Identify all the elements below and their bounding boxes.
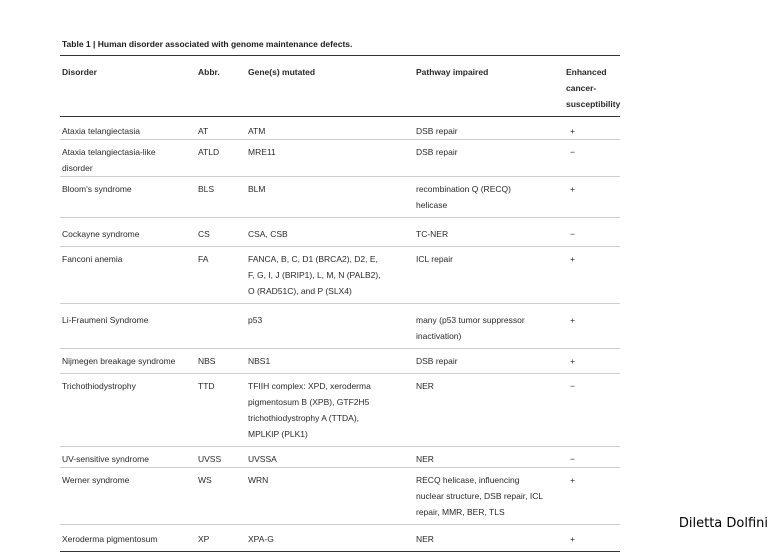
cell-disorder bbox=[60, 218, 196, 247]
cell-cancer bbox=[564, 374, 620, 447]
cell-disorder bbox=[60, 117, 196, 140]
cell-pathway-line: RECQ helicase, influencing bbox=[416, 475, 520, 485]
cell-cancer-value: + bbox=[570, 534, 575, 544]
cell-pathway-line: inactivation) bbox=[416, 331, 462, 341]
cell-cancer bbox=[564, 447, 620, 468]
cell-pathway-line: TC-NER bbox=[416, 229, 449, 239]
cell-disorder-line: disorder bbox=[62, 163, 93, 173]
cell-pathway-line: NER bbox=[416, 454, 434, 464]
cell-genes bbox=[246, 117, 414, 140]
cell-abbr-value: BLS bbox=[198, 184, 215, 194]
table-row bbox=[60, 447, 620, 468]
cell-genes bbox=[246, 177, 414, 218]
cell-disorder-line: Werner syndrome bbox=[62, 475, 130, 485]
cell-genes-line: O (RAD51C), and P (SLX4) bbox=[248, 286, 352, 296]
header-pathway: Pathway impaired bbox=[416, 67, 489, 77]
cell-disorder bbox=[60, 247, 196, 304]
cell-pathway-line: many (p53 tumor suppressor bbox=[416, 315, 525, 325]
cell-genes-line: WRN bbox=[248, 475, 269, 485]
cell-genes-line: BLM bbox=[248, 184, 266, 194]
cell-abbr-value: TTD bbox=[198, 381, 215, 391]
genome-maintenance-table bbox=[60, 55, 620, 552]
cell-abbr bbox=[196, 374, 246, 447]
cell-abbr bbox=[196, 140, 246, 177]
header-disorder: Disorder bbox=[62, 67, 97, 77]
cell-cancer bbox=[564, 247, 620, 304]
cell-genes-line: MPLKIP (PLK1) bbox=[248, 429, 308, 439]
cell-genes-line: FANCA, B, C, D1 (BRCA2), D2, E, bbox=[248, 254, 378, 264]
cell-disorder bbox=[60, 447, 196, 468]
cell-genes bbox=[246, 468, 414, 525]
cell-disorder bbox=[60, 304, 196, 349]
cell-abbr bbox=[196, 218, 246, 247]
header-cancer bbox=[564, 56, 620, 117]
table-row bbox=[60, 140, 620, 177]
cell-disorder-line: Ataxia telangiectasia-like bbox=[62, 147, 156, 157]
cell-genes bbox=[246, 525, 414, 552]
header-cancer-line-1: Enhanced cancer- bbox=[566, 67, 607, 93]
cell-cancer bbox=[564, 525, 620, 552]
cell-pathway-line: NER bbox=[416, 381, 434, 391]
cell-disorder-line: Fanconi anemia bbox=[62, 254, 123, 264]
cell-pathway-line: DSB repair bbox=[416, 356, 458, 366]
cell-abbr-value: XP bbox=[198, 534, 210, 544]
cell-abbr bbox=[196, 117, 246, 140]
cell-cancer-value: + bbox=[570, 475, 575, 485]
cell-cancer-value: + bbox=[570, 315, 575, 325]
cell-abbr-value: NBS bbox=[198, 356, 216, 366]
table-caption: Table 1 | Human disorder associated with genome maintenance defects. bbox=[62, 39, 353, 49]
cell-genes-line: MRE11 bbox=[248, 147, 276, 157]
cell-cancer-value: + bbox=[570, 356, 575, 366]
cell-genes-line: UVSSA bbox=[248, 454, 277, 464]
cell-genes bbox=[246, 247, 414, 304]
cell-genes-line: F, G, I, J (BRIP1), L, M, N (PALB2), bbox=[248, 270, 381, 280]
cell-pathway-line: helicase bbox=[416, 200, 448, 210]
cell-abbr bbox=[196, 349, 246, 374]
cell-genes-line: p53 bbox=[248, 315, 263, 325]
cell-genes bbox=[246, 304, 414, 349]
cell-cancer bbox=[564, 117, 620, 140]
cell-disorder bbox=[60, 349, 196, 374]
cell-disorder bbox=[60, 140, 196, 177]
cell-pathway bbox=[414, 177, 564, 218]
cell-genes bbox=[246, 140, 414, 177]
cell-disorder-line: Trichothiodystrophy bbox=[62, 381, 136, 391]
cell-abbr-value: CS bbox=[198, 229, 210, 239]
cell-cancer-value: + bbox=[570, 126, 575, 136]
cell-cancer-value: + bbox=[570, 184, 575, 194]
cell-pathway bbox=[414, 525, 564, 552]
table-row bbox=[60, 468, 620, 525]
cell-genes bbox=[246, 374, 414, 447]
table-row bbox=[60, 349, 620, 374]
cell-pathway bbox=[414, 218, 564, 247]
cell-cancer bbox=[564, 349, 620, 374]
cell-abbr-value: UVSS bbox=[198, 454, 222, 464]
cell-abbr-value: AT bbox=[198, 126, 209, 136]
cell-disorder-line: Ataxia telangiectasia bbox=[62, 126, 140, 136]
cell-abbr-value: FA bbox=[198, 254, 209, 264]
cell-cancer bbox=[564, 140, 620, 177]
cell-disorder bbox=[60, 177, 196, 218]
cell-disorder bbox=[60, 468, 196, 525]
cell-pathway bbox=[414, 247, 564, 304]
cell-cancer bbox=[564, 177, 620, 218]
table-row bbox=[60, 247, 620, 304]
cell-abbr bbox=[196, 447, 246, 468]
cell-cancer bbox=[564, 468, 620, 525]
table-row bbox=[60, 374, 620, 447]
cell-abbr bbox=[196, 525, 246, 552]
cell-cancer-value: − bbox=[570, 381, 575, 391]
cell-abbr-value: ATLD bbox=[198, 147, 220, 157]
cell-genes bbox=[246, 447, 414, 468]
cell-pathway bbox=[414, 140, 564, 177]
cell-disorder-line: Bloom's syndrome bbox=[62, 184, 132, 194]
cell-pathway bbox=[414, 349, 564, 374]
cell-genes-line: TFIIH complex: XPD, xeroderma bbox=[248, 381, 371, 391]
cell-pathway bbox=[414, 468, 564, 525]
cell-genes-line: pigmentosum B (XPB), GTF2H5 bbox=[248, 397, 370, 407]
header-cancer-line-2: susceptibility bbox=[566, 99, 621, 109]
cell-genes-line: ATM bbox=[248, 126, 266, 136]
cell-disorder-line: Li-Fraumeni Syndrome bbox=[62, 315, 149, 325]
cell-cancer-value: − bbox=[570, 229, 575, 239]
cell-genes-line: XPA-G bbox=[248, 534, 274, 544]
cell-disorder-line: Nijmegen breakage syndrome bbox=[62, 356, 176, 366]
table-row bbox=[60, 304, 620, 349]
table-header-row bbox=[60, 56, 620, 117]
cell-abbr bbox=[196, 177, 246, 218]
cell-genes-line: trichothiodystrophy A (TTDA), bbox=[248, 413, 360, 423]
cell-disorder-line: Xeroderma pigmentosum bbox=[62, 534, 158, 544]
cell-cancer-value: − bbox=[570, 147, 575, 157]
header-genes: Gene(s) mutated bbox=[248, 67, 316, 77]
cell-pathway-line: ICL repair bbox=[416, 254, 454, 264]
cell-pathway-line: DSB repair bbox=[416, 126, 458, 136]
table-body bbox=[60, 117, 620, 552]
cell-abbr bbox=[196, 304, 246, 349]
cell-abbr bbox=[196, 468, 246, 525]
cell-pathway bbox=[414, 447, 564, 468]
cell-genes-line: NBS1 bbox=[248, 356, 271, 366]
table-row bbox=[60, 177, 620, 218]
cell-cancer bbox=[564, 304, 620, 349]
cell-pathway-line: nuclear structure, DSB repair, ICL bbox=[416, 491, 544, 501]
cell-disorder bbox=[60, 525, 196, 552]
cell-genes bbox=[246, 218, 414, 247]
cell-cancer-value: − bbox=[570, 454, 575, 464]
table-row bbox=[60, 525, 620, 552]
table-row bbox=[60, 117, 620, 140]
cell-cancer-value: + bbox=[570, 254, 575, 264]
cell-disorder-line: Cockayne syndrome bbox=[62, 229, 140, 239]
cell-pathway bbox=[414, 374, 564, 447]
cell-pathway-line: DSB repair bbox=[416, 147, 458, 157]
cell-abbr-value: WS bbox=[198, 475, 212, 485]
cell-pathway-line: recombination Q (RECQ) bbox=[416, 184, 511, 194]
header-abbr: Abbr. bbox=[198, 67, 220, 77]
cell-cancer bbox=[564, 218, 620, 247]
cell-abbr bbox=[196, 247, 246, 304]
cell-disorder-line: UV-sensitive syndrome bbox=[62, 454, 149, 464]
cell-disorder bbox=[60, 374, 196, 447]
cell-pathway-line: NER bbox=[416, 534, 434, 544]
cell-pathway bbox=[414, 117, 564, 140]
cell-genes bbox=[246, 349, 414, 374]
cell-pathway-line: repair, MMR, BER, TLS bbox=[416, 507, 505, 517]
cell-pathway bbox=[414, 304, 564, 349]
cell-genes-line: CSA, CSB bbox=[248, 229, 288, 239]
table-row bbox=[60, 218, 620, 247]
author-signature: Diletta Dolfini bbox=[678, 516, 768, 531]
